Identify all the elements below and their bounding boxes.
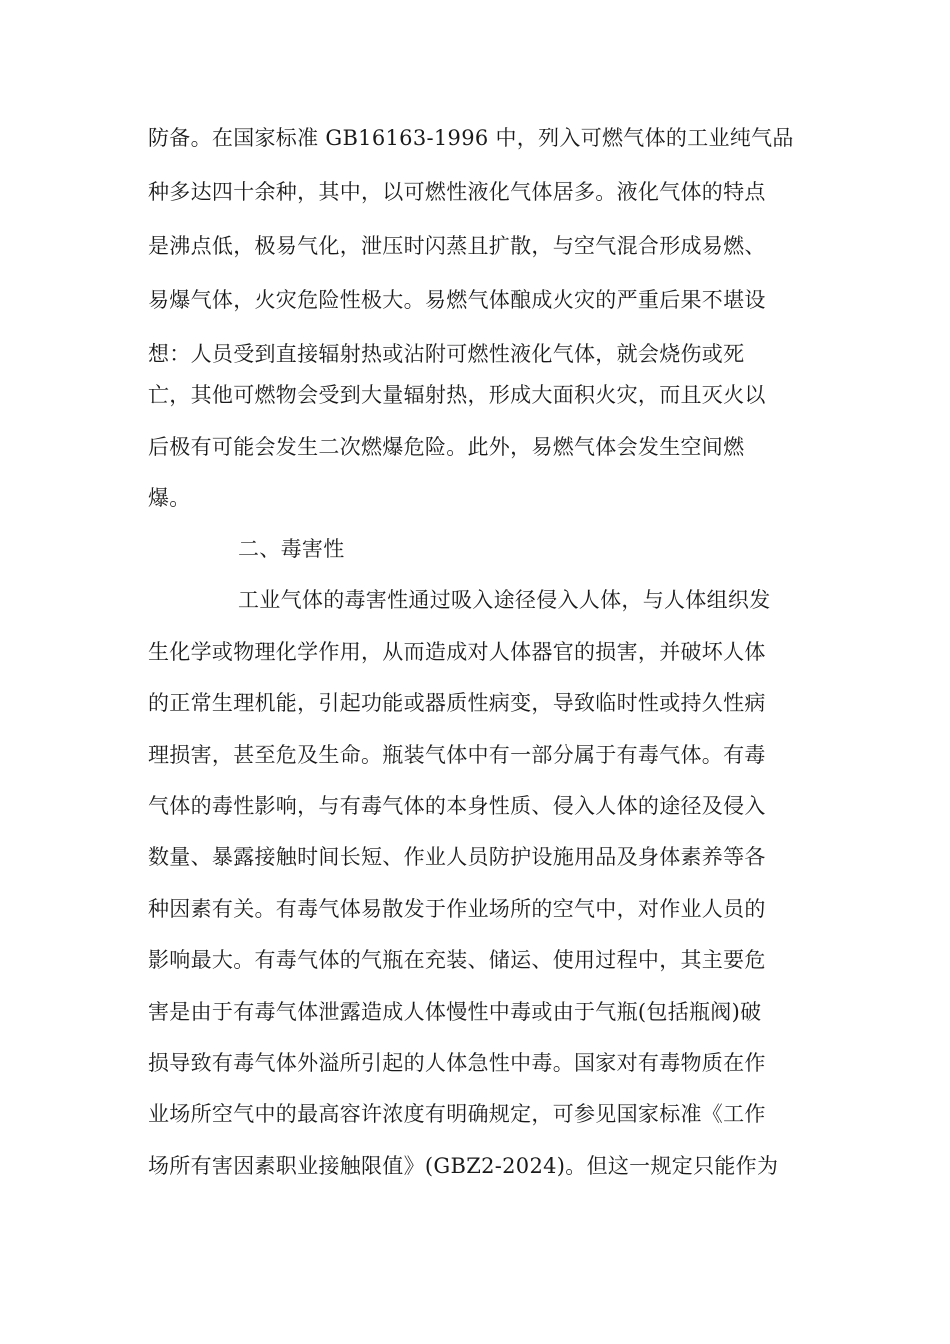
paragraph-2-line-4: 理损害，甚至危及生命。瓶装气体中有一部分属于有毒气体。有毒 <box>148 743 766 767</box>
paragraph-2-line-9: 害是由于有毒气体泄露造成人体慢性中毒或由于气瓶(包括瓶阀)破 <box>148 1000 762 1024</box>
paragraph-1-line-8: 爆。 <box>148 486 191 510</box>
paragraph-2-line-8: 影响最大。有毒气体的气瓶在充装、储运、使用过程中，其主要危 <box>148 948 766 972</box>
paragraph-2-line-7: 种因素有关。有毒气体易散发于作业场所的空气中，对作业人员的 <box>148 897 766 921</box>
paragraph-1-line-6: 亡，其他可燃物会受到大量辐射热，形成大面积火灾，而且灭火以 <box>148 383 766 407</box>
section-heading: 二、毒害性 <box>238 537 345 561</box>
paragraph-2-line-11: 业场所空气中的最高容许浓度有明确规定，可参见国家标准《工作 <box>148 1102 766 1126</box>
paragraph-1-line-3: 是沸点低，极易气化，泄压时闪蒸且扩散，与空气混合形成易燃、 <box>148 234 766 258</box>
paragraph-2-line-5: 气体的毒性影响，与有毒气体的本身性质、侵入人体的途径及侵入 <box>148 794 766 818</box>
paragraph-2-line-1: 工业气体的毒害性通过吸入途径侵入人体，与人体组织发 <box>238 588 771 612</box>
paragraph-2-line-12: 场所有害因素职业接触限值》(GBZ2-2024)。但这一规定只能作为 <box>148 1154 779 1178</box>
paragraph-2-line-6: 数量、暴露接触时间长短、作业人员防护设施用品及身体素养等各 <box>148 845 766 869</box>
paragraph-1-line-4: 易爆气体，火灾危险性极大。易燃气体酿成火灾的严重后果不堪设 <box>148 288 766 312</box>
paragraph-1-line-7: 后极有可能会发生二次燃爆危险。此外，易燃气体会发生空间燃 <box>148 435 745 459</box>
paragraph-2-line-2: 生化学或物理化学作用，从而造成对人体器官的损害，并破坏人体 <box>148 640 766 664</box>
paragraph-1-line-1: 防备。在国家标准 GB16163-1996 中，列入可燃气体的工业纯气品 <box>148 126 794 150</box>
paragraph-1-line-2: 种多达四十余种，其中，以可燃性液化气体居多。液化气体的特点 <box>148 180 766 204</box>
paragraph-2-line-10: 损导致有毒气体外溢所引起的人体急性中毒。国家对有毒物质在作 <box>148 1051 766 1075</box>
paragraph-1-line-5: 想：人员受到直接辐射热或沾附可燃性液化气体，就会烧伤或死 <box>148 342 745 366</box>
paragraph-2-line-3: 的正常生理机能，引起功能或器质性病变，导致临时性或持久性病 <box>148 691 766 715</box>
